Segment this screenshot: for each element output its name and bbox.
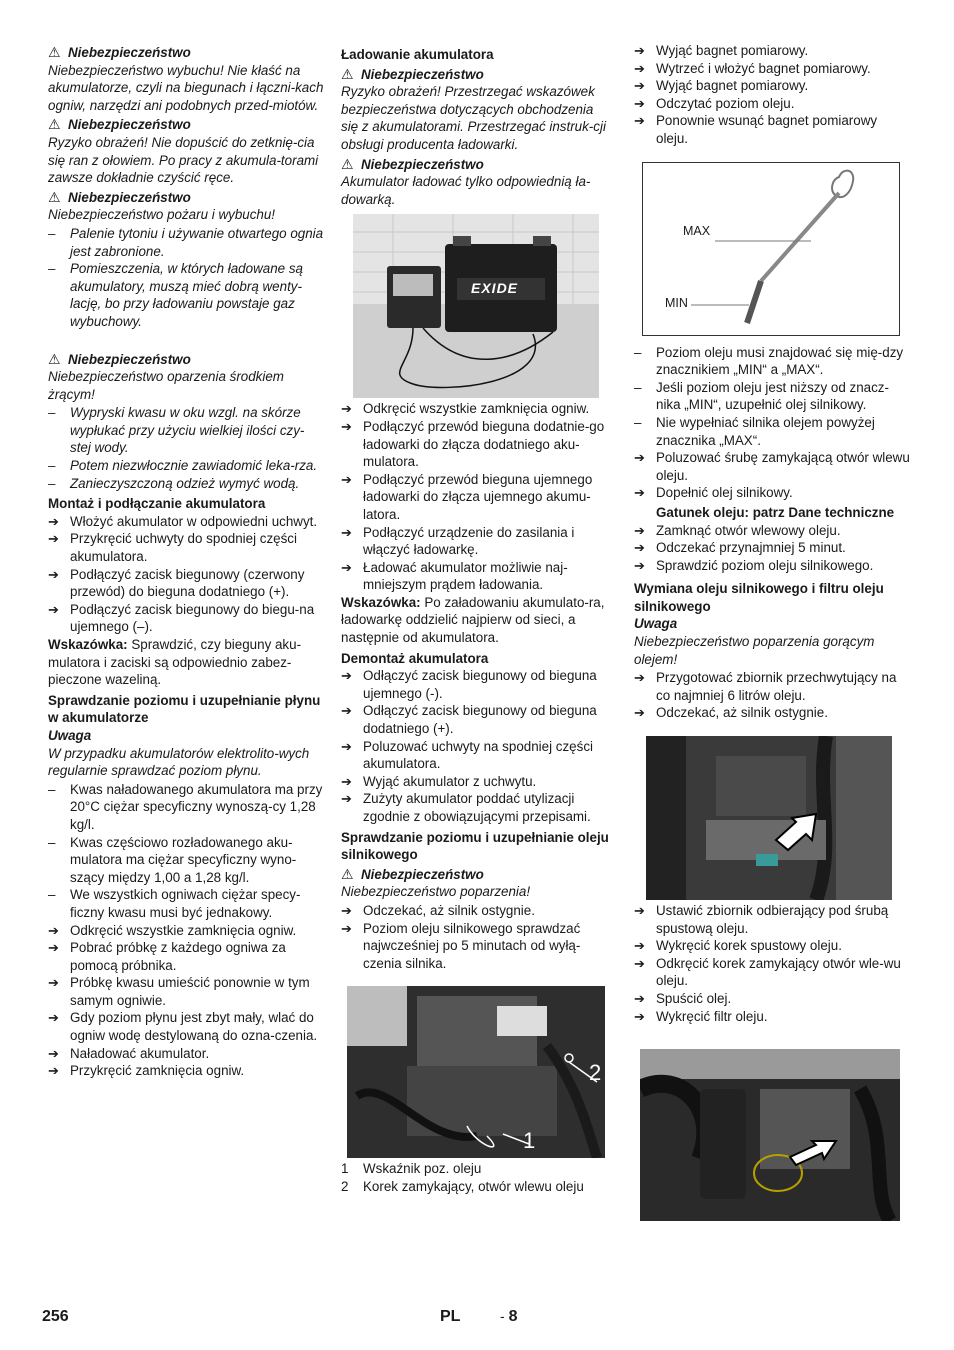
arrow-icon: ➔	[634, 540, 645, 556]
list-item: – Poziom oleju musi znajdować się mię-dzy znacznikiem „MIN“ a „MAX“.	[634, 344, 904, 378]
warning-triangle-icon: ⚠	[341, 65, 354, 82]
caution-text: Niebezpieczeństwo poparzenia gorącym olejem!	[634, 634, 875, 667]
danger-heading: ⚠ Niebezpieczeństwo	[48, 116, 191, 133]
dash-marker: –	[48, 261, 56, 277]
arrow-icon: ➔	[634, 955, 645, 971]
step-item: ➔ Ustawić zbiornik odbierający pod śrubą spustową oleju.	[634, 903, 889, 936]
arrow-icon: ➔	[48, 922, 59, 938]
danger-heading: ⚠ Niebezpieczeństwo	[341, 865, 484, 882]
caution-text: W przypadku akumulatorów elektrolito-wych regularnie sprawdzać poziom płynu.	[48, 745, 310, 779]
arrow-icon: ➔	[341, 920, 352, 936]
note: Wskazówka: Sprawdzić, czy bieguny aku-mulatora i zaciski są odpowiednio zabez-pieczone wazeliną.	[48, 637, 302, 688]
section-heading: Wymiana oleju silnikowego i filtru oleju silnikowego	[634, 581, 884, 614]
dash-marker: –	[634, 379, 642, 395]
list-item: – Potem niezwłocznie zawiadomić leka-rza.	[48, 458, 318, 474]
warning-triangle-icon: ⚠	[48, 44, 61, 60]
list-item: – Kwas naładowanego akumulatora ma przy 20°C ciężar specyficzny wynoszą-cy 1,28 kg/l.	[48, 781, 323, 832]
engine-oil-photo	[347, 986, 605, 1158]
page-number: 256	[42, 1308, 69, 1325]
arrow-icon: ➔	[341, 902, 352, 918]
battery-charger-illustration	[353, 214, 599, 398]
step-item: ➔ Sprawdzić poziom oleju silnikowego.	[634, 557, 874, 573]
step-item: ➔ Odkręcić wszystkie zamknięcia ogniw.	[48, 922, 297, 938]
dash-marker: –	[634, 414, 642, 430]
dipstick-min-label: MIN	[665, 295, 688, 310]
step-item: ➔ Przykręcić uchwyty do spodniej części akumulatora.	[48, 531, 297, 565]
note: Wskazówka: Po załadowaniu akumulato-ra, ładowarkę oddzielić najpierw od sieci, a następnie od akumulatora.	[341, 594, 605, 646]
oil-grade-note: Gatunek oleju: patrz Dane techniczne	[656, 504, 895, 520]
step-item: ➔ Poziom oleju silnikowego sprawdzać najwcześniej po 5 minutach od wyłą-czenia silnika.	[341, 920, 581, 971]
column-1	[48, 42, 324, 1080]
section-heading: Ładowanie akumulatora	[341, 47, 494, 62]
oil-drain-illustration	[646, 736, 892, 900]
arrow-icon: ➔	[634, 60, 645, 76]
danger-heading: ⚠ Niebezpieczeństwo	[48, 188, 191, 205]
oil-filter-photo	[640, 1049, 900, 1221]
arrow-icon: ➔	[48, 975, 59, 991]
figure-caption: 2 Korek zamykający, otwór wlewu oleju	[341, 1178, 584, 1194]
step-item: ➔ Spuścić olej.	[634, 991, 732, 1006]
warning-triangle-icon: ⚠	[48, 116, 61, 133]
arrow-icon: ➔	[634, 522, 645, 538]
arrow-icon: ➔	[634, 113, 645, 129]
dash-marker: –	[48, 405, 56, 421]
arrow-icon: ➔	[634, 485, 645, 501]
step-item: ➔ Ponownie wsunąć bagnet pomiarowy oleju.	[634, 113, 878, 146]
arrow-icon: ➔	[341, 418, 352, 434]
step-item: ➔ Odkręcić korek zamykający otwór wle-wu oleju.	[634, 955, 901, 989]
step-item: ➔ Odłączyć zacisk biegunowy od bieguna dodatniego (+).	[341, 703, 597, 737]
figure-label-2: 2	[589, 1060, 602, 1086]
danger-heading: ⚠ Niebezpieczeństwo	[48, 350, 191, 367]
arrow-icon: ➔	[48, 513, 59, 529]
step-item: ➔ Wytrzeć i włożyć bagnet pomiarowy.	[634, 60, 871, 76]
section-heading: Sprawdzanie poziomu i uzupełnianie oleju silnikowego	[341, 829, 609, 863]
arrow-icon: ➔	[341, 401, 352, 417]
arrow-icon: ➔	[341, 703, 352, 719]
dipstick-max-label: MAX	[683, 223, 711, 238]
caution-heading: Uwaga	[48, 727, 92, 743]
step-item: ➔ Przygotować zbiornik przechwytujący na co najmniej 6 litrów oleju.	[634, 670, 897, 703]
step-item: ➔ Gdy poziom płynu jest zbyt mały, wlać do ogniw wodę destylowaną do ozna-czenia.	[48, 1010, 318, 1044]
page-footer	[42, 1308, 912, 1330]
arrow-icon: ➔	[341, 559, 352, 575]
warning-triangle-icon: ⚠	[341, 155, 354, 172]
caution-heading: Uwaga	[634, 616, 678, 632]
step-item: ➔ Zamknąć otwór wlewowy oleju.	[634, 522, 841, 538]
column-2	[341, 42, 613, 1196]
step-item: ➔ Odczekać przynajmniej 5 minut.	[634, 540, 846, 556]
oil-filter-illustration	[640, 1049, 900, 1221]
arrow-icon: ➔	[48, 1063, 59, 1079]
list-item: – Wypryski kwasu w oku wzgl. na skórze wypłukać przy użyciu wielkiej ilości czy-stej wody.	[48, 405, 305, 456]
dash-marker: –	[48, 225, 56, 241]
oil-drain-photo	[646, 736, 892, 900]
dipstick-diagram	[642, 162, 900, 336]
arrow-icon: ➔	[48, 1010, 59, 1026]
warning-triangle-icon: ⚠	[341, 865, 354, 882]
step-item: ➔ Wyjąć akumulator z uchwytu.	[341, 773, 537, 789]
arrow-icon: ➔	[341, 668, 352, 684]
step-item: ➔ Włożyć akumulator w odpowiedni uchwyt.	[48, 513, 318, 529]
step-item: ➔ Odczekać, aż silnik ostygnie.	[634, 705, 828, 721]
arrow-icon: ➔	[341, 791, 352, 807]
step-item: ➔ Wyjąć bagnet pomiarowy.	[634, 78, 809, 94]
list-item: – Kwas częściowo rozładowanego aku-mulatora ma ciężar specyficzny wyno-szący między 1,00 a 1,28 kg/l.	[48, 834, 297, 885]
danger-heading: ⚠ Niebezpieczeństwo	[341, 65, 484, 82]
language-code: PL	[440, 1308, 461, 1325]
step-item: ➔ Podłączyć przewód bieguna dodatnie-go ładowarki do złącza dodatniego aku-mulatora.	[341, 418, 605, 470]
arrow-icon: ➔	[48, 1045, 59, 1061]
arrow-icon: ➔	[634, 450, 645, 466]
step-item: ➔ Wyjąć bagnet pomiarowy.	[634, 43, 809, 58]
battery-brand-label: EXIDE	[471, 280, 519, 297]
section-heading: Montaż i podłączanie akumulatora	[48, 496, 266, 512]
danger-text: Akumulator ładować tylko odpowiednią ła-dowarką.	[341, 174, 591, 207]
figure-caption: 1 Wskaźnik poz. oleju	[341, 1161, 482, 1177]
step-item: ➔ Podłączyć urządzenie do zasilania i włączyć ładowarkę.	[341, 524, 575, 558]
dash-marker: –	[48, 475, 56, 491]
engine-illustration	[347, 986, 605, 1158]
danger-text: Niebezpieczeństwo oparzenia środkiem żrącym!	[48, 369, 284, 402]
arrow-icon: ➔	[634, 557, 645, 573]
arrow-icon: ➔	[634, 43, 645, 58]
arrow-icon: ➔	[48, 566, 59, 582]
step-item: ➔ Wykręcić korek spustowy oleju.	[634, 938, 842, 954]
list-item: – Nie wypełniać silnika olejem powyżej znacznika „MAX“.	[634, 414, 875, 448]
arrow-icon: ➔	[634, 991, 645, 1006]
arrow-icon: ➔	[634, 903, 645, 919]
arrow-icon: ➔	[634, 938, 645, 954]
section-page: - 8	[500, 1308, 518, 1325]
step-item: ➔ Ładować akumulator możliwie naj-mniejszym prądem ładowania.	[341, 559, 568, 593]
step-item: ➔ Przykręcić zamknięcia ogniw.	[48, 1063, 245, 1079]
danger-heading: ⚠ Niebezpieczeństwo	[341, 155, 484, 172]
list-item: – Pomieszczenia, w których ładowane są akumulatory, muszą mieć dobrą wenty-lację, bo przy ładowaniu powstaje gaz wybuchowy.	[48, 261, 303, 329]
step-item: ➔ Podłączyć zacisk biegunowy do biegu-na ujemnego (–).	[48, 601, 315, 635]
step-item: ➔ Wykręcić filtr oleju.	[634, 1008, 768, 1024]
list-item: – Zanieczyszczoną odzież wymyć wodą.	[48, 475, 300, 491]
arrow-icon: ➔	[341, 738, 352, 754]
list-item: – Palenie tytoniu i używanie otwartego ognia jest zabronione.	[48, 225, 324, 259]
section-heading: Demontaż akumulatora	[341, 650, 489, 666]
arrow-icon: ➔	[341, 773, 352, 789]
figure-label-1: 1	[523, 1128, 536, 1154]
step-item: ➔ Zużyty akumulator poddać utylizacji zgodnie z obowiązującymi przepisami.	[341, 791, 591, 824]
danger-text: Ryzyko obrażeń! Nie dopuścić do zetknię-cia się ran z ołowiem. Po pracy z akumula-torami zawsze dokładnie czyścić ręce.	[48, 134, 319, 186]
danger-text: Ryzyko obrażeń! Przestrzegać wskazówek bezpieczeństwa dotyczących obchodzenia się z akumulatorami. Przestrzegać instruk-cji obsługi producenta ładowarki.	[341, 84, 606, 152]
step-item: ➔ Odłączyć zacisk biegunowy od bieguna ujemnego (-).	[341, 668, 597, 701]
list-item: – Jeśli poziom oleju jest niższy od znacz-nika „MIN“, uzupełnić olej silnikowy.	[634, 379, 889, 413]
battery-charger-photo	[353, 214, 599, 398]
arrow-icon: ➔	[341, 471, 352, 487]
dash-marker: –	[634, 344, 642, 360]
step-item: ➔ Poluzować śrubę zamykającą otwór wlewu oleju.	[634, 450, 910, 483]
column-3	[634, 42, 910, 1221]
arrow-icon: ➔	[634, 670, 645, 686]
dash-marker: –	[48, 834, 56, 850]
arrow-icon: ➔	[634, 705, 645, 721]
dash-marker: –	[48, 887, 56, 903]
step-item: ➔ Podłączyć przewód bieguna ujemnego ładowarki do złącza ujemnego akumu-latora.	[341, 471, 593, 522]
danger-heading: ⚠ Niebezpieczeństwo	[48, 44, 191, 60]
danger-text: Niebezpieczeństwo poparzenia!	[341, 884, 531, 900]
arrow-icon: ➔	[48, 531, 59, 547]
arrow-icon: ➔	[48, 601, 59, 617]
arrow-icon: ➔	[341, 524, 352, 540]
dash-marker: –	[48, 781, 56, 797]
warning-triangle-icon: ⚠	[48, 350, 61, 367]
arrow-icon: ➔	[634, 78, 645, 94]
list-item: – We wszystkich ogniwach ciężar specy-ficzny kwasu musi być jednakowy.	[48, 887, 301, 920]
step-item: ➔ Odczytać poziom oleju.	[634, 95, 795, 111]
step-item: ➔ Podłączyć zacisk biegunowy (czerwony przewód) do bieguna dodatniego (+).	[48, 566, 305, 600]
arrow-icon: ➔	[634, 95, 645, 111]
arrow-icon: ➔	[634, 1008, 645, 1024]
section-heading: Sprawdzanie poziomu i uzupełnianie płynu w akumulatorze	[48, 692, 321, 726]
step-item: ➔ Naładować akumulator.	[48, 1045, 210, 1061]
danger-text: Niebezpieczeństwo pożaru i wybuchu!	[48, 207, 276, 223]
danger-text: Niebezpieczeństwo wybuchu! Nie kłaść na akumulatorze, czyli na biegunach i łączni-kach ogniw, narzędzi ani podobnych przed-miotów.	[48, 62, 324, 113]
step-item: ➔ Pobrać próbkę z każdego ogniwa za pomocą próbnika.	[48, 940, 286, 973]
warning-triangle-icon: ⚠	[48, 188, 61, 205]
step-item: ➔ Odczekać, aż silnik ostygnie.	[341, 902, 535, 918]
dash-marker: –	[48, 458, 56, 474]
step-item: ➔ Dopełnić olej silnikowy.	[634, 485, 793, 501]
step-item: ➔ Próbkę kwasu umieścić ponownie w tym samym ogniwie.	[48, 975, 310, 1008]
arrow-icon: ➔	[48, 940, 59, 956]
step-item: ➔ Odkręcić wszystkie zamknięcia ogniw.	[341, 401, 590, 417]
step-item: ➔ Poluzować uchwyty na spodniej części akumulatora.	[341, 738, 593, 772]
